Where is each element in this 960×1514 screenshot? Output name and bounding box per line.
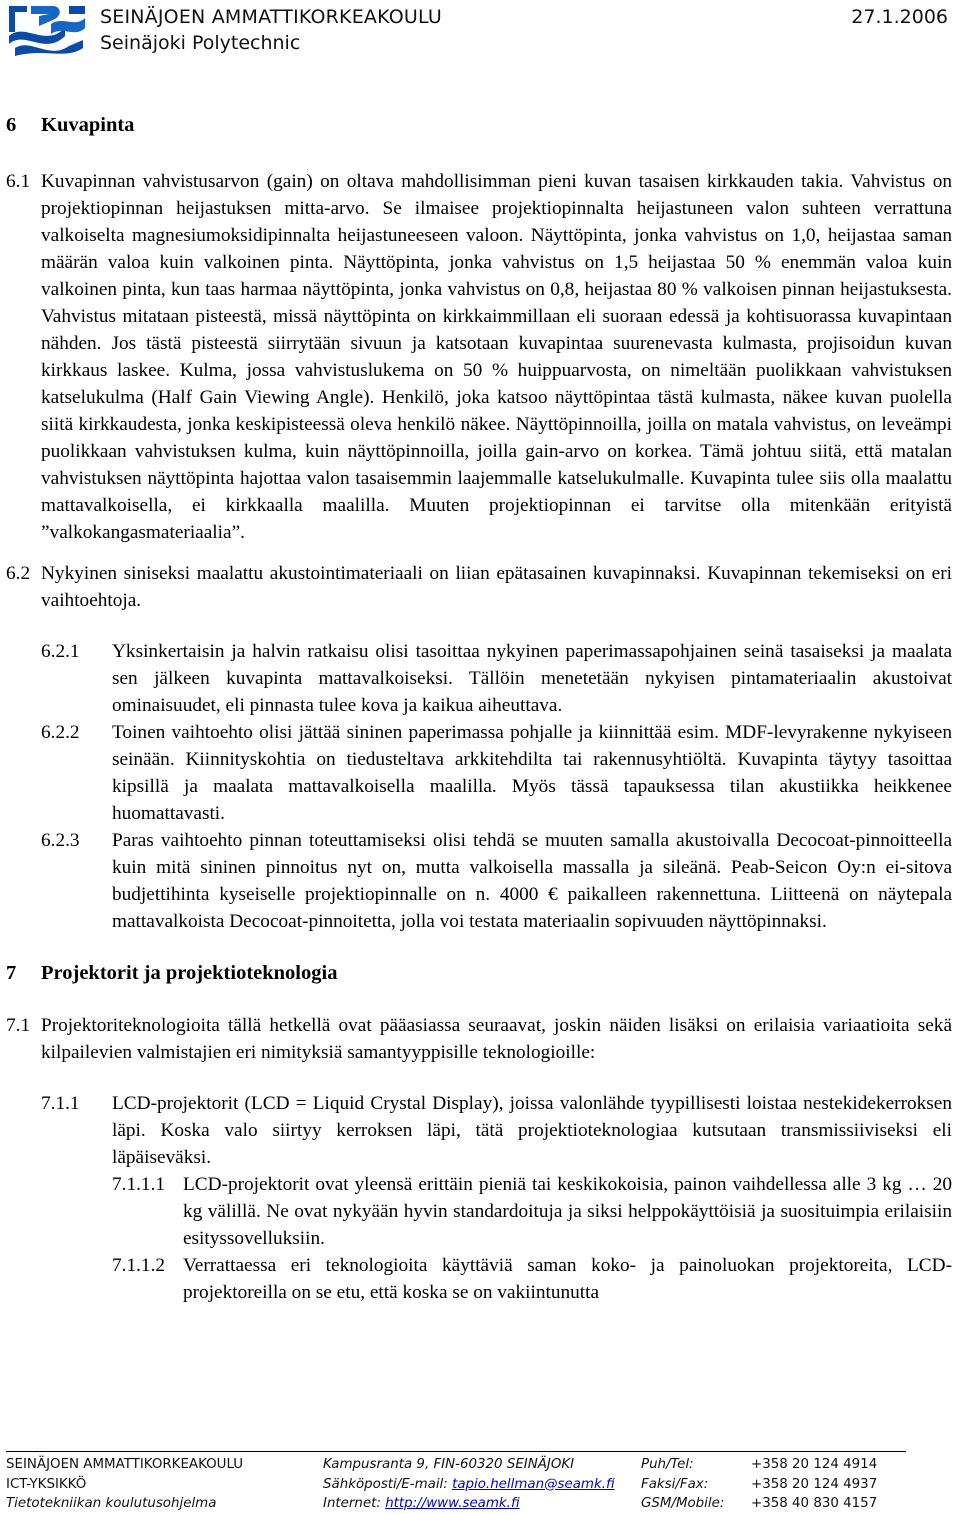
paragraph-text: Toinen vaihtoehto olisi jättää sininen paperimassa pohjalle ja kiinnittää esim. MDF-levyrakenne nykyiseen seinään. Kiinnityskohtia on tiedusteltava arkkitehdilta tai rakennusyhtiöltä. Kuvapinta täytyy tasoittaa kipsillä ja maalata mattavalkoisella maalilla. Myös tässä tapauksessa tilan akustiikka heikkenee huomattavasti. <box>112 722 952 824</box>
section-number: 6 <box>6 114 17 136</box>
paragraph-6-2 <box>6 560 952 614</box>
footer-internet-label: Internet: <box>323 1496 381 1512</box>
polytechnic-logo <box>5 2 89 60</box>
footer-program: Tietotekniikan koulutusohjelma <box>6 1496 217 1512</box>
paragraph-6-2-1 <box>41 638 952 719</box>
section-number: 7 <box>6 962 17 984</box>
paragraph-number: 7.1.1.2 <box>112 1255 166 1276</box>
paragraph-6-2-3 <box>41 827 952 935</box>
paragraph-text: Nykyinen siniseksi maalattu akustointimateriaali on liian epätasainen kuvapinnaksi. Kuvapinnan tekemiseksi on eri vaihtoehtoja. <box>41 563 952 611</box>
paragraph-text: LCD-projektorit ovat yleensä erittäin pieniä tai keskikokoisia, painon vaihdellessa alle 3 kg … 20 kg välillä. Ne ovat nykyään hyvin standardoituja ja siksi helppokäyttöisiä ja suosituimpia erilaisiin esityssovelluksiin. <box>183 1174 952 1249</box>
paragraph-6-1 <box>6 168 952 546</box>
paragraph-text: Verrattaessa eri teknologioita käyttäviä saman koko- ja painoluokan projektoreita, LCD-projektoreilla on se etu, että koska se on vakiintunutta <box>183 1255 952 1303</box>
footer-unit: ICT-YKSIKKÖ <box>6 1476 87 1492</box>
footer-fax: +358 20 124 4937 <box>751 1476 878 1492</box>
paragraph-number: 6.2.3 <box>41 830 80 851</box>
footer-phone: +358 20 124 4914 <box>751 1457 878 1472</box>
footer-address: Kampusranta 9, FIN-60320 SEINÄJOKI <box>323 1457 575 1472</box>
paragraph-number: 7.1.1.1 <box>112 1174 166 1195</box>
footer-gsm: +358 40 830 4157 <box>751 1496 878 1512</box>
section-title: Kuvapinta <box>41 114 135 136</box>
header-org-name: SEINÄJOEN AMMATTIKORKEAKOULU <box>100 6 442 28</box>
footer-internet-row <box>323 1494 615 1514</box>
footer-email-row <box>323 1475 615 1495</box>
section-6-heading <box>6 112 952 139</box>
footer-phone-labels <box>641 1455 724 1514</box>
paragraph-7-1 <box>6 1012 952 1066</box>
paragraph-text: Paras vaihtoehto pinnan toteuttamiseksi olisi tehdä se muuten samalla akustoivalla Decocoat-pinnoitteella kuin mitä sininen pinnoitus nyt on, mutta valkoisella massalla ja sileänä. Peab-Seicon Oy:n ei-sitova budjettihinta kyseiselle projektiopinnalle on n. 4000 € paikalleen rakennettuna. Liitteenä on näytepala mattavalkoista Decocoat-pinnoitetta, jolla voi testata materiaalin sopivuuden näyttöpinnaksi. <box>112 830 952 932</box>
document-body <box>6 112 952 1306</box>
footer-email-label: Sähköposti/E-mail: <box>323 1476 448 1492</box>
footer-gsm-label: GSM/Mobile: <box>641 1496 725 1512</box>
footer-org: SEINÄJOEN AMMATTIKORKEAKOULU <box>6 1457 244 1472</box>
section-title: Projektorit ja projektioteknologia <box>41 962 338 984</box>
section-7-heading <box>6 960 952 987</box>
paragraph-number: 6.1 <box>6 171 31 192</box>
header-org-subtitle: Seinäjoki Polytechnic <box>100 32 301 54</box>
paragraph-text: LCD-projektorit (LCD = Liquid Crystal Display), joissa valonlähde tyypillisesti loistaa nestekidekerroksen läpi. Koska valo siirtyy kerroksen läpi, tätä projektioteknologiaa kutsutaan transmissiiviseksi eli läpäiseväksi. <box>112 1093 952 1168</box>
paragraph-number: 6.2.2 <box>41 722 80 743</box>
header-date: 27.1.2006 <box>851 6 948 28</box>
paragraph-text: Yksinkertaisin ja halvin ratkaisu olisi tasoittaa nykyinen paperimassapohjainen seinä tasaiseksi ja maalata sen jälkeen kuvapinta mattavalkoiseksi. Tällöin menetetään nykyisen pintamateriaalin akustoivat ominaisuudet, eli pinnasta tulee kova ja kaikua aiheuttava. <box>112 641 952 716</box>
paragraph-7-1-1-1 <box>112 1171 952 1252</box>
footer-phone-label: Puh/Tel: <box>641 1457 694 1472</box>
footer-divider <box>6 1451 906 1452</box>
paragraph-number: 6.2 <box>6 563 31 584</box>
footer-email-link[interactable]: tapio.hellman@seamk.fi <box>452 1476 615 1492</box>
paragraph-text: Projektoriteknologioita tällä hetkellä ovat pääasiassa seuraavat, joskin näiden lisäksi on erilaisia variaatioita sekä kilpailevien valmistajien eri nimityksiä samantyyppisille teknologioille: <box>41 1015 952 1063</box>
paragraph-text: Kuvapinnan vahvistusarvon (gain) on oltava mahdollisimman pieni kuvan tasaisen kirkkauden takia. Vahvistus on projektiopinnan heijastuksen mitta-arvo. Se ilmaisee projektiopinnalta heijastuneen valon suhteen verrattuna valkoiselta magnesiumoksidipinnalta heijastuneeseen valoon. Näyttöpinta, jonka vahvistus on 1,0, heijastaa saman määrän valoa kuin valkoinen pinta. Näyttöpinta, jonka vahvistus on 1,5 heijastaa 50 % enemmän valoa kuin valkoinen pinta, kun taas harmaa näyttöpinta, jonka vahvistus on 0,8, heijastaa 80 % valkoisen pinnan heijastuksesta. Vahvistus mitataan pisteestä, missä näyttöpinta on kirkkaimmillaan eli suoraan edessä ja kohtisuorassa kuvapintaan nähden. Jos tästä pisteestä siirrytään sivuun ja katsotaan kuvapintaa suurenevasta kulmasta, projisoidun kuvan kirkkaus laskee. Kulma, jossa vahvistuslukema on 50 % huippuarvosta, on nimeltään puolikkaan vahvistuksen katselukulma (Half Gain Viewing Angle). Henkilö, joka katsoo näyttöpintaa tästä kulmasta, näkee kuvan puolella siitä kirkkaudesta, jonka keskipisteessä oleva henkilö näkee. Näyttöpinnoilla, joilla on matala vahvistus, on leveämpi puolikkaan vahvistuksen kulma, kuin näyttöpinnoilla, joilla gain-arvo on korkea. Tämä johtuu siitä, että matalan vahvistuksen näyttöpinta hajottaa valon tasaisemmin laajemmalle katselukulmalle. Kuvapinta tulee siis olla maalattu mattavalkoisella, ei kirkkaalla maalilla. Muuten projektiopinnan ei tarvitse olla mitenkään erityistä ”valkokangasmateriaalia”. <box>41 171 952 543</box>
paragraph-number: 7.1 <box>6 1015 31 1036</box>
footer-phone-values <box>751 1455 877 1514</box>
footer-org-column <box>6 1455 243 1514</box>
paragraph-number: 7.1.1 <box>41 1093 80 1114</box>
paragraph-7-1-1-2 <box>112 1252 952 1306</box>
paragraph-6-2-2 <box>41 719 952 827</box>
footer-internet-link[interactable]: http://www.seamk.fi <box>385 1496 520 1512</box>
paragraph-number: 6.2.1 <box>41 641 80 662</box>
footer-contact-column <box>323 1455 615 1514</box>
footer-fax-label: Faksi/Fax: <box>641 1476 709 1492</box>
paragraph-7-1-1 <box>41 1090 952 1171</box>
